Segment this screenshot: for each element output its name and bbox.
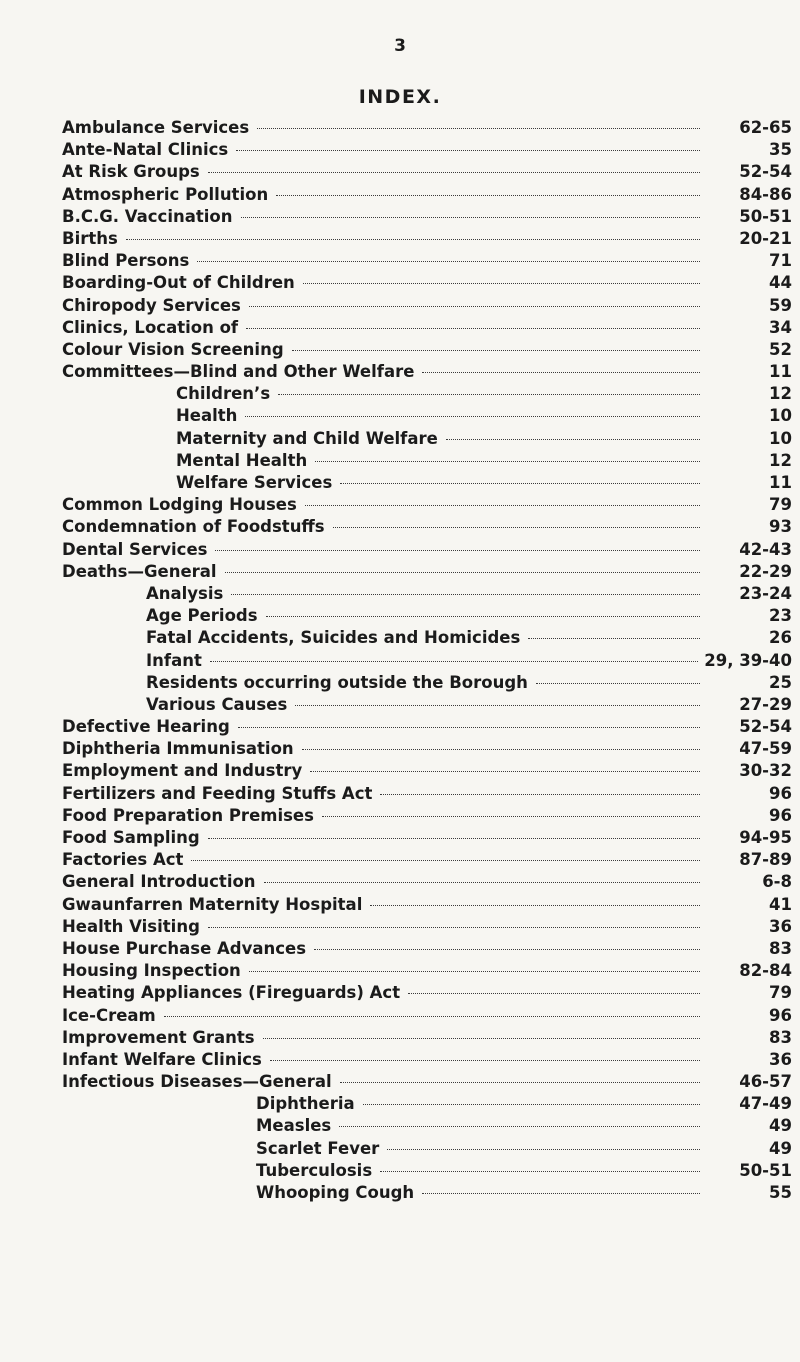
entry-pages: 83 [769, 1027, 792, 1047]
entry-pages: 30-32 [739, 761, 792, 781]
dot-leader [340, 1082, 700, 1083]
dot-leader [387, 1149, 700, 1150]
index-entry [62, 739, 792, 761]
entry-label: Scarlet Fever [256, 1138, 380, 1158]
entry-label: Defective Hearing [62, 717, 230, 737]
entry-pages: 59 [769, 295, 792, 315]
index-entry [62, 473, 792, 495]
dot-leader [278, 394, 700, 395]
dot-leader [241, 217, 700, 218]
index-entry [62, 384, 792, 406]
index-entry [62, 1006, 792, 1028]
index-entry [62, 140, 792, 162]
index-list [62, 118, 792, 1205]
entry-pages: 71 [769, 251, 792, 271]
entry-pages: 42-43 [739, 539, 792, 559]
entry-label: Dental Services [62, 539, 208, 559]
entry-pages: 49 [769, 1138, 792, 1158]
index-entry [62, 983, 792, 1005]
index-entry [62, 961, 792, 983]
index-entry [62, 495, 792, 517]
index-entry [62, 318, 792, 340]
entry-label: Common Lodging Houses [62, 495, 297, 515]
index-entry [62, 362, 792, 384]
entry-label: Improvement Grants [62, 1027, 255, 1047]
entry-label: Chiropody Services [62, 295, 241, 315]
entry-pages: 11 [769, 473, 792, 492]
index-entry [62, 1072, 792, 1094]
entry-pages: 12 [769, 384, 792, 404]
entry-pages: 11 [769, 362, 792, 382]
entry-pages: 55 [769, 1183, 792, 1202]
index-entry [62, 895, 792, 917]
index-entry [62, 429, 792, 451]
dot-leader [380, 1171, 700, 1172]
entry-label: B.C.G. Vaccination [62, 206, 233, 226]
entry-label: Measles [256, 1116, 332, 1136]
entry-pages: 62-65 [739, 118, 792, 137]
index-entry [62, 207, 792, 229]
entry-label: Infectious Diseases—General [62, 1072, 332, 1092]
dot-leader [339, 1126, 700, 1127]
entry-pages: 36 [769, 1049, 792, 1069]
index-entry [62, 296, 792, 318]
index-entry [62, 517, 792, 539]
entry-label: Ambulance Services [62, 118, 250, 137]
entry-pages: 20-21 [739, 228, 792, 248]
dot-leader [236, 150, 700, 151]
index-entry [62, 406, 792, 428]
entry-pages: 29, 39-40 [704, 650, 792, 670]
entry-pages: 41 [769, 894, 792, 914]
dot-leader [370, 905, 700, 906]
entry-pages: 49 [769, 1116, 792, 1136]
entry-label: Maternity and Child Welfare [176, 428, 438, 448]
index-entry [62, 1028, 792, 1050]
dot-leader [164, 1016, 700, 1017]
entry-pages: 52-54 [739, 162, 792, 182]
index-entry [62, 850, 792, 872]
dot-leader [257, 128, 700, 129]
dot-leader [246, 328, 700, 329]
entry-label: Whooping Cough [256, 1183, 415, 1202]
index-entry [62, 229, 792, 251]
entry-label: Analysis [146, 583, 224, 603]
dot-leader [208, 927, 700, 928]
entry-pages: 36 [769, 916, 792, 936]
entry-pages: 96 [769, 805, 792, 825]
entry-pages: 94-95 [739, 828, 792, 847]
entry-pages: 34 [769, 317, 792, 337]
dot-leader [292, 350, 700, 351]
entry-pages: 47-59 [739, 739, 792, 759]
index-entry [62, 540, 792, 562]
entry-pages: 52-54 [739, 717, 792, 737]
index-entry [62, 1139, 792, 1161]
entry-label: Food Sampling [62, 828, 200, 847]
entry-pages: 25 [769, 672, 792, 692]
entry-label: Housing Inspection [62, 961, 241, 981]
entry-pages: 84-86 [739, 184, 792, 204]
entry-label: Factories Act [62, 850, 184, 870]
entry-label: Tuberculosis [256, 1160, 373, 1180]
entry-label: House Purchase Advances [62, 938, 307, 958]
index-entry [62, 717, 792, 739]
index-entry [62, 784, 792, 806]
index-entry [62, 606, 792, 628]
dot-leader [208, 172, 700, 173]
entry-label: General Introduction [62, 872, 256, 892]
entry-pages: 6-8 [762, 872, 792, 892]
entry-label: Health [176, 406, 238, 426]
entry-pages: 44 [769, 273, 792, 293]
entry-pages: 93 [769, 517, 792, 537]
page-title: INDEX. [358, 86, 442, 108]
entry-label: Blind Persons [62, 251, 190, 271]
entry-pages: 79 [769, 983, 792, 1003]
entry-pages: 10 [769, 406, 792, 426]
index-entry [62, 1116, 792, 1138]
entry-label: Births [62, 228, 118, 248]
entry-label: Fatal Accidents, Suicides and Homicides [146, 628, 521, 648]
entry-label: Diphtheria Immunisation [62, 739, 294, 759]
dot-leader [303, 283, 700, 284]
dot-leader [225, 572, 700, 573]
entry-pages: 82-84 [739, 961, 792, 981]
index-entry [62, 584, 792, 606]
dot-leader [422, 372, 700, 373]
dot-leader [408, 993, 700, 994]
entry-label: Fertilizers and Feeding Stuffs Act [62, 783, 373, 803]
dot-leader [340, 483, 700, 484]
index-entry [62, 917, 792, 939]
index-entry [62, 340, 792, 362]
index-entry [62, 162, 792, 184]
dot-leader [380, 794, 700, 795]
dot-leader [264, 882, 700, 883]
entry-label: Various Causes [146, 694, 288, 714]
entry-pages: 87-89 [739, 850, 792, 870]
entry-pages: 10 [769, 428, 792, 448]
index-entry [62, 562, 792, 584]
index-entry [62, 185, 792, 207]
entry-label: Health Visiting [62, 916, 200, 936]
entry-label: Residents occurring outside the Borough [146, 672, 528, 692]
entry-pages: 23-24 [739, 583, 792, 603]
dot-leader [208, 838, 700, 839]
index-entry [62, 651, 792, 673]
entry-label: Committees—Blind and Other Welfare [62, 362, 415, 382]
entry-pages: 27-29 [739, 694, 792, 714]
entry-pages: 26 [769, 628, 792, 648]
index-entry [62, 118, 792, 140]
dot-leader [363, 1104, 700, 1105]
entry-label: Food Preparation Premises [62, 805, 314, 825]
index-entry [62, 1050, 792, 1072]
entry-label: Infant [146, 650, 202, 670]
entry-label: Condemnation of Foodstuffs [62, 517, 325, 537]
index-entry [62, 872, 792, 894]
entry-label: Clinics, Location of [62, 317, 239, 337]
dot-leader [270, 1060, 700, 1061]
index-entry [62, 673, 792, 695]
index-entry [62, 828, 792, 850]
index-entry [62, 939, 792, 961]
entry-label: Welfare Services [176, 473, 333, 492]
dot-leader [245, 416, 700, 417]
dot-leader [197, 261, 700, 262]
dot-leader [215, 550, 700, 551]
entry-pages: 46-57 [739, 1072, 792, 1092]
entry-pages: 83 [769, 938, 792, 958]
dot-leader [210, 661, 698, 662]
entry-label: Heating Appliances (Fireguards) Act [62, 983, 401, 1003]
dot-leader [302, 749, 700, 750]
dot-leader [333, 527, 700, 528]
entry-label: Colour Vision Screening [62, 339, 284, 359]
dot-leader [266, 616, 700, 617]
dot-leader [231, 594, 700, 595]
dot-leader [238, 727, 700, 728]
dot-leader [315, 461, 700, 462]
entry-pages: 96 [769, 783, 792, 803]
entry-pages: 50-51 [739, 206, 792, 226]
entry-label: Deaths—General [62, 561, 217, 581]
dot-leader [536, 683, 700, 684]
index-entry [62, 695, 792, 717]
dot-leader [322, 816, 700, 817]
entry-pages: 96 [769, 1005, 792, 1025]
entry-label: Age Periods [146, 606, 258, 626]
dot-leader [276, 195, 700, 196]
dot-leader [191, 860, 700, 861]
entry-pages: 47-49 [739, 1094, 792, 1114]
entry-label: Gwaunfarren Maternity Hospital [62, 894, 363, 914]
dot-leader [249, 306, 700, 307]
entry-label: Employment and Industry [62, 761, 303, 781]
index-entry [62, 273, 792, 295]
dot-leader [249, 971, 700, 972]
dot-leader [446, 439, 700, 440]
index-entry [62, 806, 792, 828]
entry-pages: 52 [769, 339, 792, 359]
entry-pages: 23 [769, 606, 792, 626]
dot-leader [528, 638, 700, 639]
index-entry [62, 1183, 792, 1205]
index-entry [62, 628, 792, 650]
entry-label: Diphtheria [256, 1094, 355, 1114]
entry-label: Infant Welfare Clinics [62, 1049, 262, 1069]
index-entry [62, 451, 792, 473]
dot-leader [295, 705, 700, 706]
page-number: 3 [394, 36, 406, 56]
entry-label: Boarding-Out of Children [62, 273, 295, 293]
dot-leader [126, 239, 700, 240]
index-entry [62, 761, 792, 783]
dot-leader [310, 771, 700, 772]
index-entry [62, 1161, 792, 1183]
entry-pages: 35 [769, 140, 792, 160]
entry-label: Mental Health [176, 450, 308, 470]
index-entry [62, 251, 792, 273]
dot-leader [314, 949, 700, 950]
entry-label: Children’s [176, 384, 271, 404]
dot-leader [422, 1193, 700, 1194]
entry-label: At Risk Groups [62, 162, 200, 182]
entry-label: Ice-Cream [62, 1005, 156, 1025]
entry-pages: 50-51 [739, 1160, 792, 1180]
entry-pages: 12 [769, 450, 792, 470]
index-entry [62, 1094, 792, 1116]
entry-label: Ante-Natal Clinics [62, 140, 229, 160]
dot-leader [305, 505, 700, 506]
entry-label: Atmospheric Pollution [62, 184, 269, 204]
dot-leader [263, 1038, 700, 1039]
entry-pages: 79 [769, 495, 792, 515]
entry-pages: 22-29 [739, 561, 792, 581]
